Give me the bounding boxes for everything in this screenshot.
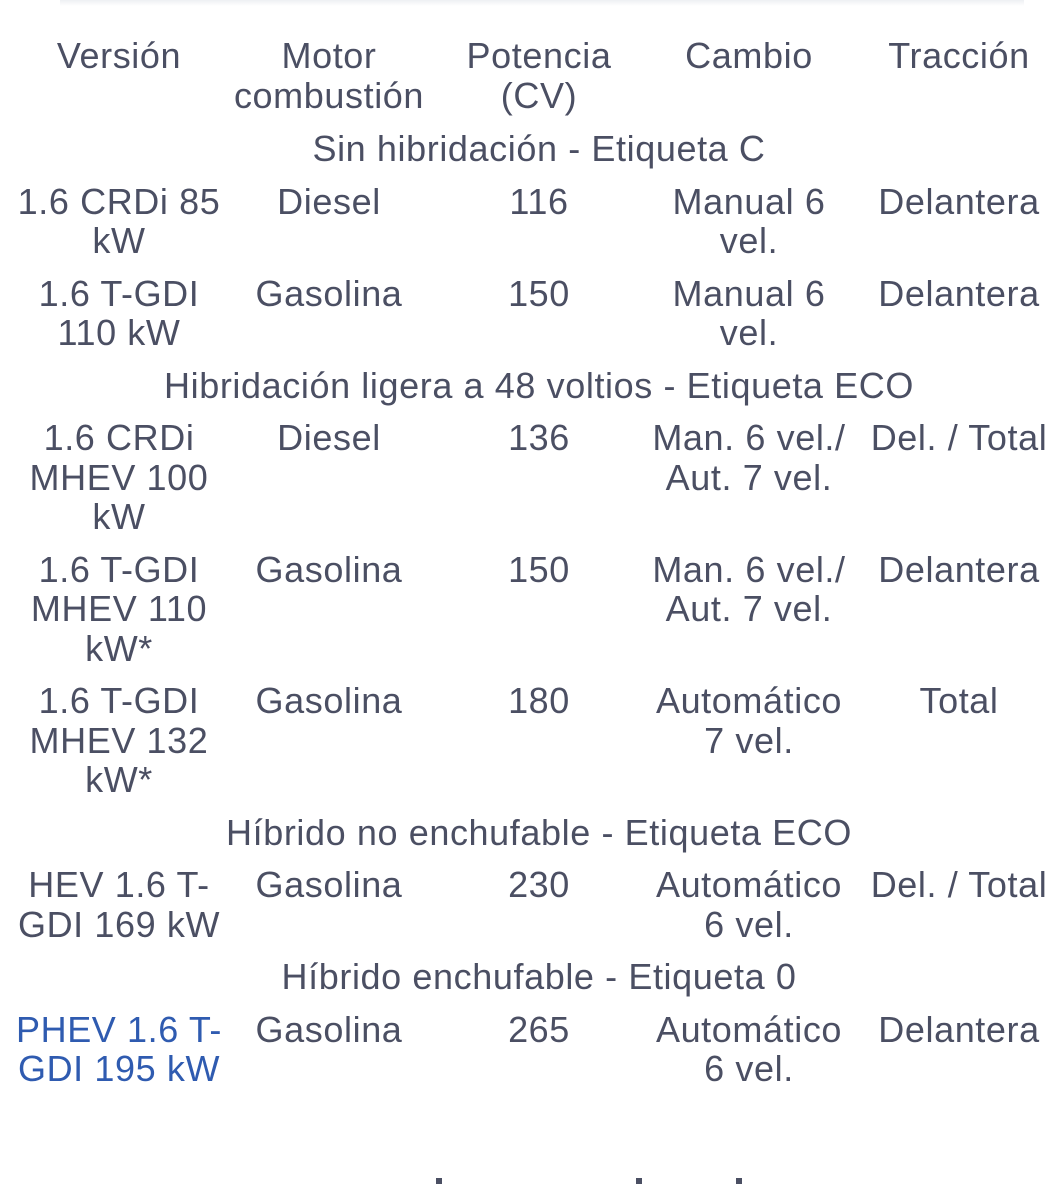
table-row: [14, 182, 1064, 274]
header-cambio: Cambio: [685, 35, 813, 76]
cell-cambio: Automático 6 vel.: [655, 864, 843, 945]
table-row: [14, 418, 1064, 550]
cell-potencia: 265: [508, 1008, 570, 1050]
cell-motor: Gasolina: [255, 680, 403, 721]
cell-version: 1.6 T-GDI MHEV 132 kW*: [29, 680, 209, 800]
cell-cambio: Manual 6 vel.: [672, 272, 826, 353]
group-row: [14, 129, 1064, 182]
cell-version: HEV 1.6 T-GDI 169 kW: [17, 864, 221, 945]
table-row: [14, 274, 1064, 366]
cell-motor: Diesel: [277, 180, 381, 222]
cell-motor: Diesel: [277, 417, 381, 458]
cell-traccion: Total: [919, 680, 999, 721]
cell-motor: Gasolina: [255, 1008, 403, 1050]
cell-potencia: 180: [508, 680, 570, 721]
cell-potencia: 116: [509, 180, 569, 222]
table-row: [14, 1010, 1064, 1102]
group-title: Híbrido enchufable - Etiqueta 0: [281, 956, 797, 997]
header-motor: Motor combustión: [233, 35, 425, 116]
cell-cambio: Automático 7 vel.: [655, 680, 843, 761]
cell-traccion: Del. / Total: [870, 864, 1048, 905]
table-header-row: [14, 36, 1064, 129]
header-potencia: Potencia (CV): [466, 35, 612, 116]
cell-motor: Gasolina: [255, 272, 403, 314]
cell-motor: Gasolina: [255, 864, 403, 905]
group-title: Híbrido no enchufable - Etiqueta ECO: [226, 811, 852, 853]
cell-potencia: 230: [508, 864, 570, 905]
cell-potencia: 150: [508, 548, 570, 590]
cell-potencia: 136: [508, 417, 570, 458]
table-row: [14, 681, 1064, 813]
cell-traccion: Delantera: [878, 548, 1040, 590]
cell-version: 1.6 CRDi MHEV 100 kW: [29, 417, 209, 537]
cell-potencia: 150: [508, 272, 570, 314]
group-title: Hibridación ligera a 48 voltios - Etiqueta ECO: [164, 364, 914, 406]
cell-traccion: Delantera: [878, 180, 1040, 222]
header-traccion: Tracción: [888, 35, 1030, 76]
top-edge-shadow: [60, 0, 1024, 6]
group-row: [14, 366, 1064, 419]
cell-cambio: Automático 6 vel.: [655, 1008, 843, 1089]
cell-motor: Gasolina: [255, 548, 403, 590]
header-version: Versión: [56, 35, 182, 76]
cell-version-link[interactable]: PHEV 1.6 T-GDI 195 kW: [15, 1008, 223, 1089]
table-row: [14, 865, 1064, 957]
table-row: [14, 550, 1064, 682]
group-title: Sin hibridación - Etiqueta C: [312, 128, 766, 169]
cut-off-next-row: [0, 1176, 1064, 1187]
cell-traccion: Del. / Total: [870, 417, 1048, 458]
cell-version: 1.6 CRDi 85 kW: [17, 180, 221, 261]
group-row: [14, 813, 1064, 866]
cell-version: 1.6 T-GDI MHEV 110 kW*: [30, 548, 208, 669]
cell-traccion: Delantera: [878, 272, 1040, 314]
cell-version: 1.6 T-GDI 110 kW: [38, 272, 200, 353]
cell-cambio: Man. 6 vel./ Aut. 7 vel.: [652, 417, 846, 498]
cell-cambio: Man. 6 vel./ Aut. 7 vel.: [652, 548, 846, 629]
cell-traccion: Delantera: [878, 1008, 1040, 1050]
group-row: [14, 957, 1064, 1010]
cell-cambio: Manual 6 vel.: [672, 180, 826, 261]
engine-specs-table: [14, 36, 1064, 1102]
